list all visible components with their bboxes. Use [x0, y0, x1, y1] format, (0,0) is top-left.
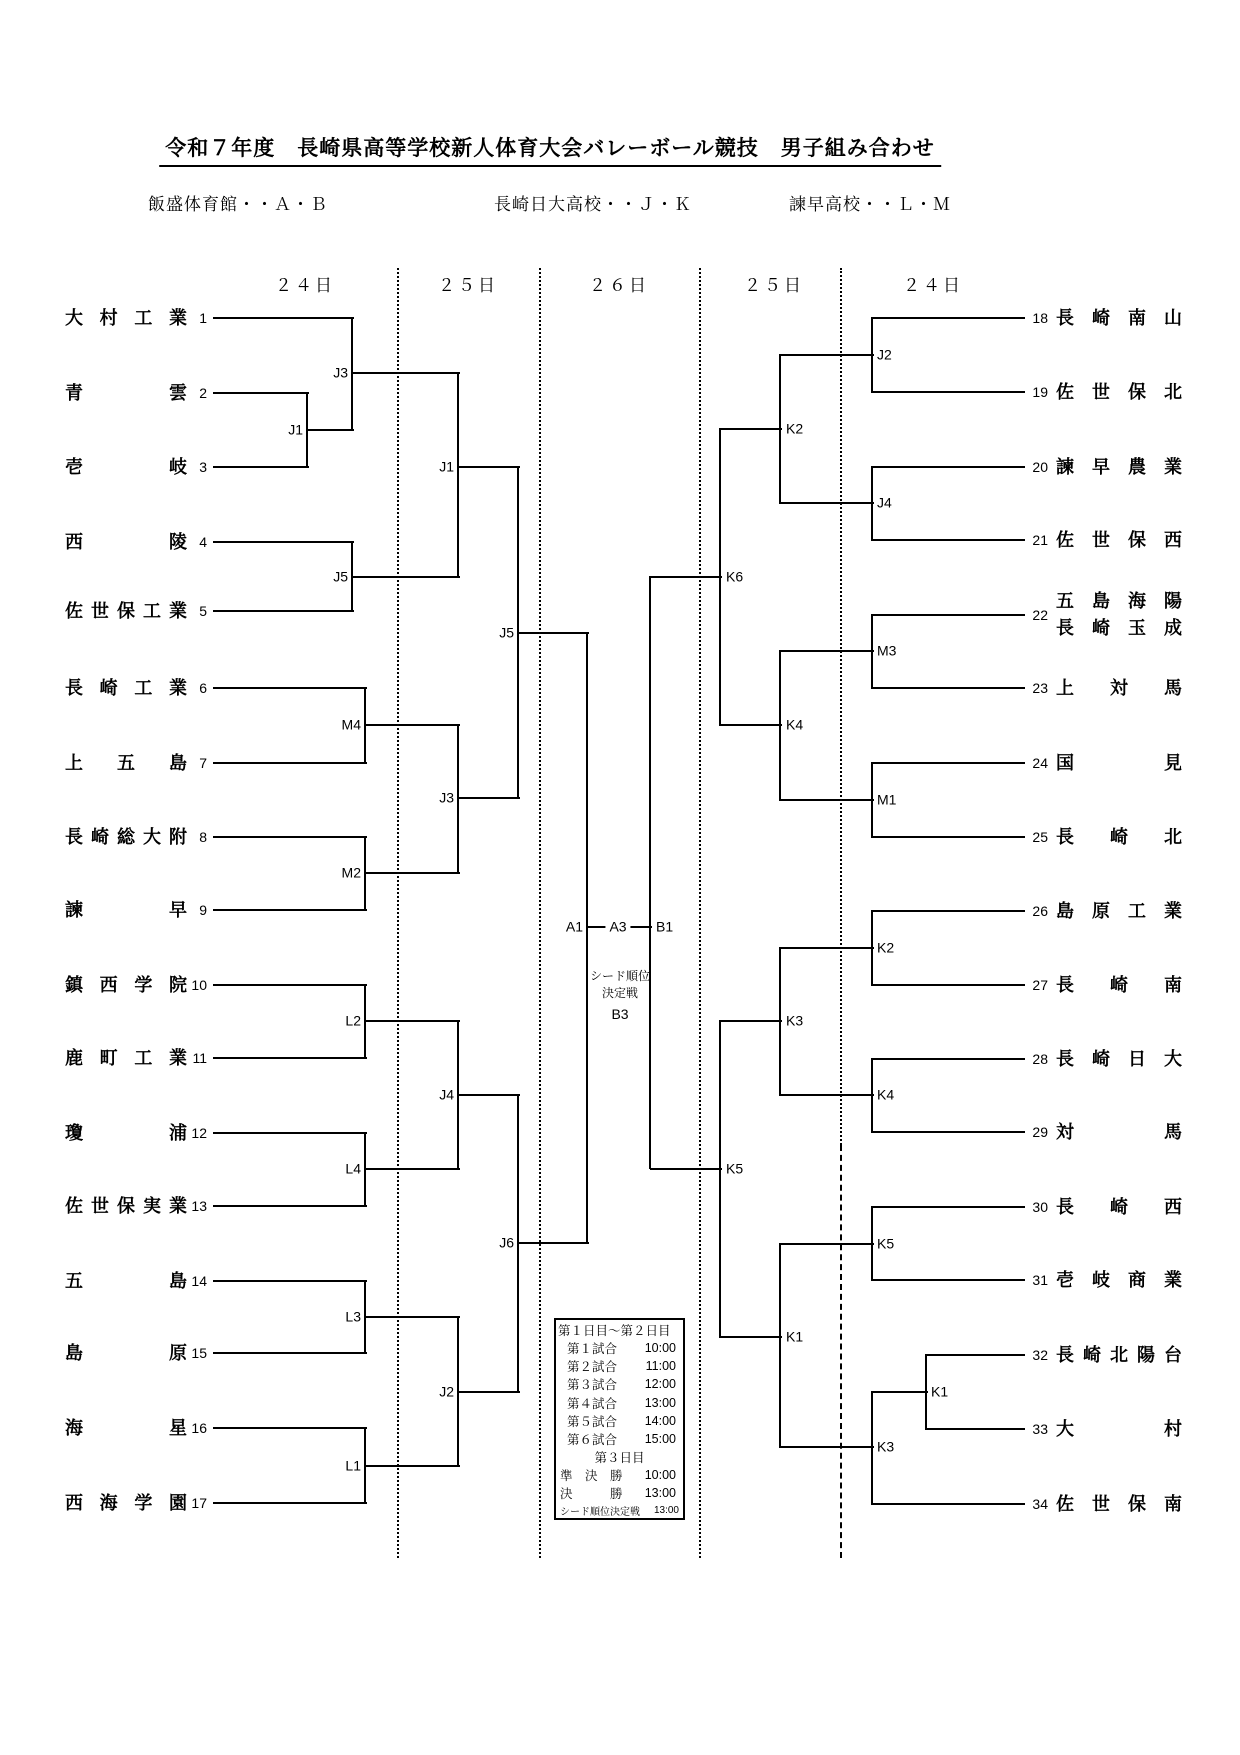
- match-label-r25-k2: K2: [786, 420, 804, 437]
- bracket-line: [871, 466, 873, 541]
- match-label-r24-j4: J4: [877, 494, 892, 511]
- bracket-line: [872, 910, 1025, 912]
- team-number: 21: [1032, 532, 1048, 548]
- team-number: 5: [199, 603, 207, 619]
- team-name: 諫 早 農 業: [1056, 457, 1182, 477]
- bracket-line: [872, 466, 1025, 468]
- team-number: 24: [1032, 755, 1048, 771]
- team-number: 3: [199, 459, 207, 475]
- date-column-label: ２４日: [275, 276, 335, 295]
- bracket-line: [872, 836, 1025, 838]
- bracket-line: [780, 1243, 874, 1245]
- bracket-line: [871, 317, 873, 393]
- bracket-line: [458, 1391, 520, 1393]
- match-label-r24-m1: M1: [877, 791, 897, 808]
- match-label-l24-m2: M2: [341, 864, 361, 881]
- bracket-line: [457, 724, 459, 874]
- match-label-r24-k3: K3: [877, 1438, 895, 1455]
- match-label-l24-j5: J5: [333, 568, 348, 585]
- team-number: 16: [191, 1420, 207, 1436]
- bracket-line: [780, 1446, 874, 1448]
- team-number: 11: [192, 1050, 207, 1066]
- date-column-label: ２５日: [744, 276, 804, 295]
- bracket-line: [719, 1020, 721, 1338]
- team-name-line: 五 島 海 陽: [1056, 591, 1182, 611]
- schedule-row: 第２試合 11:00: [567, 1359, 676, 1375]
- match-label-r24-j2: J2: [877, 346, 892, 363]
- bracket-line: [457, 372, 459, 578]
- bracket-line: [351, 317, 353, 431]
- bracket-line: [365, 1020, 460, 1022]
- venue-label: 長崎日大高校・・Ｊ・Ｋ: [494, 195, 692, 214]
- team-number: 29: [1032, 1124, 1048, 1140]
- team-name: 島 原: [65, 1343, 187, 1363]
- team-name: 壱 岐: [65, 457, 187, 477]
- match-label-r24-k4: K4: [877, 1086, 895, 1103]
- bracket-line: [872, 984, 1025, 986]
- bracket-line: [213, 317, 354, 319]
- bracket-line: [779, 947, 781, 1096]
- team-number: 30: [1032, 1199, 1048, 1215]
- team-name: 海 星: [65, 1418, 187, 1438]
- match-label-a3: A3: [605, 920, 630, 935]
- bracket-line: [213, 466, 309, 468]
- bracket-line: [213, 541, 354, 543]
- bracket-line: [213, 1502, 367, 1504]
- match-label-l24-l3: L3: [345, 1308, 361, 1325]
- team-name: 佐 世 保 工 業: [65, 601, 187, 621]
- schedule-box: [554, 1318, 685, 1520]
- team-name: 長 崎 総 大 附: [65, 827, 187, 847]
- bracket-line: [213, 687, 367, 689]
- match-label-l24-j3: J3: [333, 364, 348, 381]
- bracket-line: [213, 1057, 367, 1059]
- bracket-line: [364, 836, 366, 911]
- schedule-row: 準 決 勝 10:00: [560, 1468, 676, 1484]
- bracket-line: [213, 392, 309, 394]
- team-number: 17: [191, 1495, 207, 1511]
- match-label-l25-j6: J6: [499, 1234, 514, 1251]
- match-label-l25-j3: J3: [439, 789, 454, 806]
- schedule-header: 第１日目～第２日目: [558, 1324, 671, 1338]
- team-number: 15: [191, 1345, 207, 1361]
- bracket-line: [457, 1020, 459, 1170]
- bracket-line: [780, 650, 874, 652]
- team-number: 22: [1032, 607, 1048, 623]
- bracket-line: [720, 1020, 782, 1022]
- match-label-r24-k5: K5: [877, 1235, 895, 1252]
- bracket-line: [306, 392, 308, 468]
- bracket-line: [365, 872, 460, 874]
- team-number: 6: [199, 680, 207, 696]
- team-number: 1: [199, 310, 207, 326]
- schedule-row: 第１試合 10:00: [567, 1341, 676, 1357]
- match-label-l25-j5: J5: [499, 624, 514, 641]
- bracket-line: [871, 614, 873, 689]
- bracket-line: [213, 610, 354, 612]
- team-name: 鎮 西 学 院: [65, 975, 187, 995]
- match-label-l24-j1: J1: [288, 421, 303, 438]
- team-number: 10: [191, 977, 207, 993]
- bracket-line: [780, 1094, 874, 1096]
- bracket-line: [518, 1242, 589, 1244]
- team-number: 34: [1032, 1496, 1048, 1512]
- day-separator: [539, 268, 541, 1558]
- team-name: 長 崎 南 山: [1056, 308, 1182, 328]
- bracket-line: [871, 1058, 873, 1133]
- match-label-r24-m3: M3: [877, 642, 897, 659]
- bracket-line: [364, 1280, 366, 1354]
- match-label-l25-j1: J1: [439, 458, 454, 475]
- match-label-r25-k3: K3: [786, 1012, 804, 1029]
- bracket-line: [871, 762, 873, 838]
- team-name: 佐 世 保 西: [1056, 530, 1182, 550]
- bracket-line: [872, 614, 1025, 616]
- team-name: 西 陵: [65, 532, 187, 552]
- bracket-line: [213, 909, 367, 911]
- bracket-line: [872, 1503, 1025, 1505]
- bracket-line: [780, 354, 874, 356]
- match-label-l24-l2: L2: [345, 1012, 361, 1029]
- team-number: 13: [191, 1198, 207, 1214]
- team-number: 32: [1032, 1347, 1048, 1363]
- bracket-line: [871, 910, 873, 986]
- team-name: 上 対 馬: [1056, 678, 1182, 698]
- bracket-line: [365, 1465, 460, 1467]
- bracket-line: [649, 576, 651, 1169]
- team-name: 壱 岐 商 業: [1056, 1270, 1182, 1290]
- bracket-line: [517, 1094, 519, 1393]
- bracket-line: [780, 502, 874, 504]
- team-name: 佐 世 保 北: [1056, 382, 1182, 402]
- bracket-line: [213, 1280, 367, 1282]
- team-name: 五 島: [65, 1271, 187, 1291]
- team-number: 4: [199, 534, 207, 550]
- bracket-line: [872, 1279, 1025, 1281]
- bracket-line: [872, 1131, 1025, 1133]
- day-separator: [397, 268, 399, 1558]
- bracket-line: [872, 539, 1025, 541]
- bracket-line: [213, 1352, 367, 1354]
- schedule-row: 第６試合 15:00: [567, 1432, 676, 1448]
- team-number: 25: [1032, 829, 1048, 845]
- bracket-line: [780, 799, 874, 801]
- bracket-line: [458, 466, 520, 468]
- match-label-r25-k6: K6: [726, 568, 744, 585]
- team-number: 12: [191, 1125, 207, 1141]
- page-title: 令和７年度 長崎県高等学校新人体育大会バレーボール競技 男子組み合わせ: [159, 136, 941, 167]
- match-label-r25-k5: K5: [726, 1160, 744, 1177]
- team-name: 大 村 工 業: [65, 308, 187, 328]
- day-separator: [840, 268, 842, 1145]
- bracket-line: [872, 1058, 1025, 1060]
- bracket-line: [364, 1132, 366, 1207]
- bracket-line: [779, 354, 781, 504]
- team-name: 長 崎 工 業: [65, 678, 187, 698]
- bracket-line: [720, 724, 782, 726]
- match-label-l25-j4: J4: [439, 1086, 454, 1103]
- bracket-line: [517, 466, 519, 799]
- match-label-l24-m4: M4: [341, 716, 361, 733]
- bracket-line: [872, 762, 1025, 764]
- bracket-line: [457, 1316, 459, 1467]
- bracket-line: [213, 984, 367, 986]
- bracket-line: [364, 984, 366, 1059]
- bracket-line: [364, 1427, 366, 1504]
- schedule-row: 第３試合 12:00: [567, 1377, 676, 1393]
- schedule-row: 決 勝 13:00: [560, 1486, 676, 1502]
- match-label-r24-k2: K2: [877, 939, 895, 956]
- team-number: 28: [1032, 1051, 1048, 1067]
- team-name: 長 崎 北: [1056, 827, 1182, 847]
- match-label-b1: B1: [656, 918, 674, 935]
- team-number: 27: [1032, 977, 1048, 993]
- team-name: 上 五 島: [65, 753, 187, 773]
- team-number: 18: [1032, 310, 1048, 326]
- bracket-line: [352, 372, 460, 374]
- schedule-day3-header: 第３日目: [594, 1451, 645, 1466]
- team-number: 19: [1032, 384, 1048, 400]
- team-number: 20: [1032, 459, 1048, 475]
- bracket-line: [872, 391, 1025, 393]
- schedule-row-seed: シード順位決定戦 13:00: [560, 1504, 679, 1518]
- bracket-line: [872, 317, 1025, 319]
- match-label-a1: A1: [565, 918, 583, 935]
- bracket-line: [926, 1354, 1025, 1356]
- team-number: 23: [1032, 680, 1048, 696]
- bracket-line: [650, 576, 722, 578]
- team-name: 諫 早: [65, 900, 187, 920]
- bracket-line: [650, 1168, 722, 1170]
- venue-label: 飯盛体育館・・Ａ・Ｂ: [148, 195, 328, 214]
- bracket-line: [871, 1391, 873, 1505]
- bracket-line: [213, 762, 367, 764]
- bracket-line: [925, 1354, 927, 1430]
- team-number: 26: [1032, 903, 1048, 919]
- team-name: 島 原 工 業: [1056, 901, 1182, 921]
- team-number: 8: [199, 829, 207, 845]
- bracket-line: [213, 1132, 367, 1134]
- team-number: 2: [199, 385, 207, 401]
- bracket-line: [720, 428, 782, 430]
- team-name: [1056, 588, 1182, 642]
- bracket-line: [780, 947, 874, 949]
- team-name: 佐 世 保 南: [1056, 1494, 1182, 1514]
- bracket-line: [871, 1206, 873, 1281]
- bracket-line: [872, 687, 1025, 689]
- team-name: 青 雲: [65, 383, 187, 403]
- match-label-r25-k1: K1: [786, 1328, 804, 1345]
- bracket-line: [518, 632, 589, 634]
- bracket-line: [213, 836, 367, 838]
- day-separator: [699, 268, 701, 1558]
- bracket-line: [872, 1391, 928, 1393]
- match-label-r25-k4: K4: [786, 716, 804, 733]
- bracket-line: [352, 576, 460, 578]
- bracket-line: [213, 1427, 367, 1429]
- bracket-line: [779, 650, 781, 801]
- team-name: 対 馬: [1056, 1122, 1182, 1142]
- bracket-line: [586, 632, 588, 1244]
- team-name: 長 崎 北 陽 台: [1056, 1345, 1182, 1365]
- seed-playoff-note: シード順位 決定戦: [589, 969, 651, 1000]
- schedule-row: 第４試合 13:00: [567, 1395, 676, 1411]
- bracket-line: [872, 1206, 1025, 1208]
- team-number: 7: [199, 755, 207, 771]
- date-column-label: ２５日: [438, 276, 498, 295]
- bracket-line: [926, 1428, 1025, 1430]
- team-name: 長 崎 西: [1056, 1197, 1182, 1217]
- bracket-line: [365, 724, 460, 726]
- team-name: 長 崎 南: [1056, 975, 1182, 995]
- match-label-l25-j2: J2: [439, 1383, 454, 1400]
- date-column-label: ２４日: [903, 276, 963, 295]
- bracket-line: [365, 1168, 460, 1170]
- team-name: 西 海 学 園: [65, 1493, 187, 1513]
- bracket-line: [365, 1316, 460, 1318]
- team-name: 長 崎 日 大: [1056, 1049, 1182, 1069]
- match-label-r24-k1: K1: [931, 1383, 949, 1400]
- bracket-line: [307, 429, 354, 431]
- bracket-line: [364, 687, 366, 764]
- team-name: 国 見: [1056, 753, 1182, 773]
- match-label-l24-l1: L1: [345, 1457, 361, 1474]
- team-name: 鹿 町 工 業: [65, 1048, 187, 1068]
- seed-playoff-label: B3: [611, 1006, 629, 1022]
- team-number: 14: [191, 1273, 207, 1289]
- team-number: 33: [1032, 1421, 1048, 1437]
- team-number: 9: [199, 902, 207, 918]
- bracket-line: [458, 797, 520, 799]
- bracket-line: [351, 541, 353, 612]
- team-name: 大 村: [1056, 1419, 1182, 1439]
- bracket-line: [720, 1336, 782, 1338]
- bracket-line: [779, 1243, 781, 1448]
- day-separator: [840, 1145, 842, 1558]
- team-name-line: 長 崎 玉 成: [1056, 618, 1182, 638]
- team-name: 瓊 浦: [65, 1123, 187, 1143]
- bracket-line: [213, 1205, 367, 1207]
- venue-label: 諫早高校・・Ｌ・Ｍ: [789, 195, 951, 214]
- match-label-l24-l4: L4: [345, 1160, 361, 1177]
- bracket-line: [458, 1094, 520, 1096]
- bracket-line: [719, 428, 721, 726]
- team-name: 佐 世 保 実 業: [65, 1196, 187, 1216]
- team-number: 31: [1032, 1272, 1048, 1288]
- schedule-row: 第５試合 14:00: [567, 1413, 676, 1429]
- date-column-label: ２６日: [589, 276, 649, 295]
